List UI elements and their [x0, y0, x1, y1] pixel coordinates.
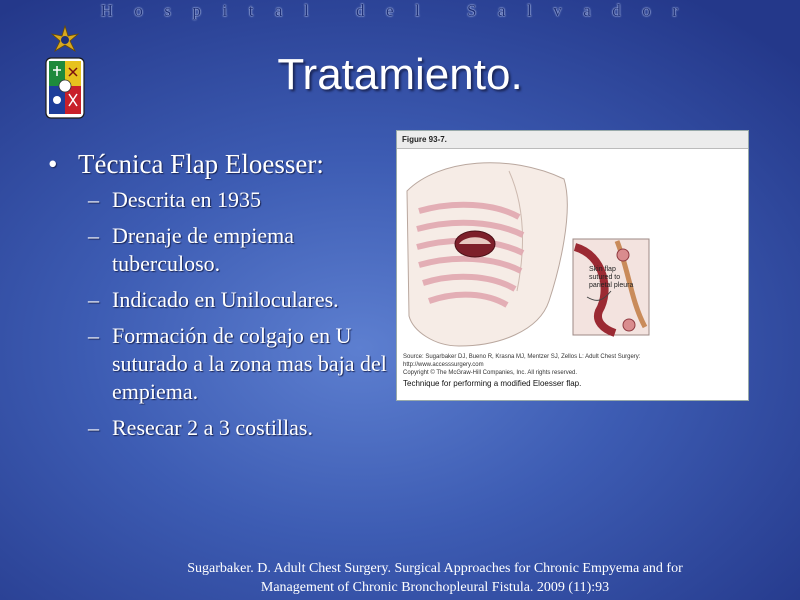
dash-symbol: – — [88, 415, 99, 440]
reference-line2: Management of Chronic Bronchopleural Fistula. 2009 (11):93 — [260, 580, 610, 595]
figure-caption: Technique for performing a modified Eloesser flap. — [403, 379, 582, 388]
sub-bullet-text: Resecar 2 a 3 costillas. — [112, 415, 313, 440]
dash-symbol: – — [88, 323, 99, 348]
sub-bullet-text: Indicado en Uniloculares. — [112, 287, 339, 312]
sub-bullet-item — [88, 222, 398, 278]
dash-symbol: – — [88, 223, 99, 248]
sub-bullet-text: Descrita en 1935 — [112, 187, 262, 212]
figure-source-line2: http://www.accesssurgery.com — [403, 362, 484, 368]
main-bullet-text: Técnica Flap Eloesser: — [78, 149, 324, 179]
dash-symbol: – — [88, 287, 99, 312]
reference-citation — [140, 559, 730, 597]
dash-symbol: – — [88, 187, 99, 212]
figure-source-line1: Source: Sugarbaker DJ, Bueno R, Krasna MJ, Mentzer SJ, Zellos L: Adult Chest Surgery: — [403, 354, 641, 360]
sub-bullet-text: Formación de colgajo en U suturado a la zona mas baja del empiema. — [112, 323, 387, 404]
figure-heading: Figure 93-7. — [397, 131, 748, 149]
slide-title: Tratamiento. — [277, 50, 523, 99]
reference-line1: Sugarbaker. D. Adult Chest Surgery. Surgical Approaches for Chronic Empyema and for — [187, 561, 683, 576]
surgical-figure — [396, 130, 749, 401]
sub-bullet-item — [88, 186, 398, 214]
sub-bullet-item — [88, 414, 398, 442]
hospital-header: Hospital del Salvador — [100, 1, 700, 20]
sub-bullet-list — [88, 186, 398, 442]
figure-label-line3: parietal pleura — [589, 282, 634, 289]
sub-bullet-item — [88, 286, 398, 314]
sub-bullet-text: Drenaje de empiema tuberculoso. — [112, 223, 295, 276]
sub-bullet-item — [88, 322, 398, 406]
figure-label-line1: Skin flap — [589, 266, 616, 273]
main-bullet — [48, 148, 398, 180]
bullet-symbol: • — [48, 149, 58, 179]
figure-source — [403, 353, 743, 377]
bullet-list — [48, 148, 398, 450]
figure-copyright: Copyright © The McGraw-Hill Companies, Inc. All rights reserved. — [403, 370, 578, 376]
figure-label-line2: sutured to — [589, 274, 621, 281]
eloesser-flap-illustration — [399, 151, 746, 481]
university-crest-icon — [38, 24, 92, 124]
